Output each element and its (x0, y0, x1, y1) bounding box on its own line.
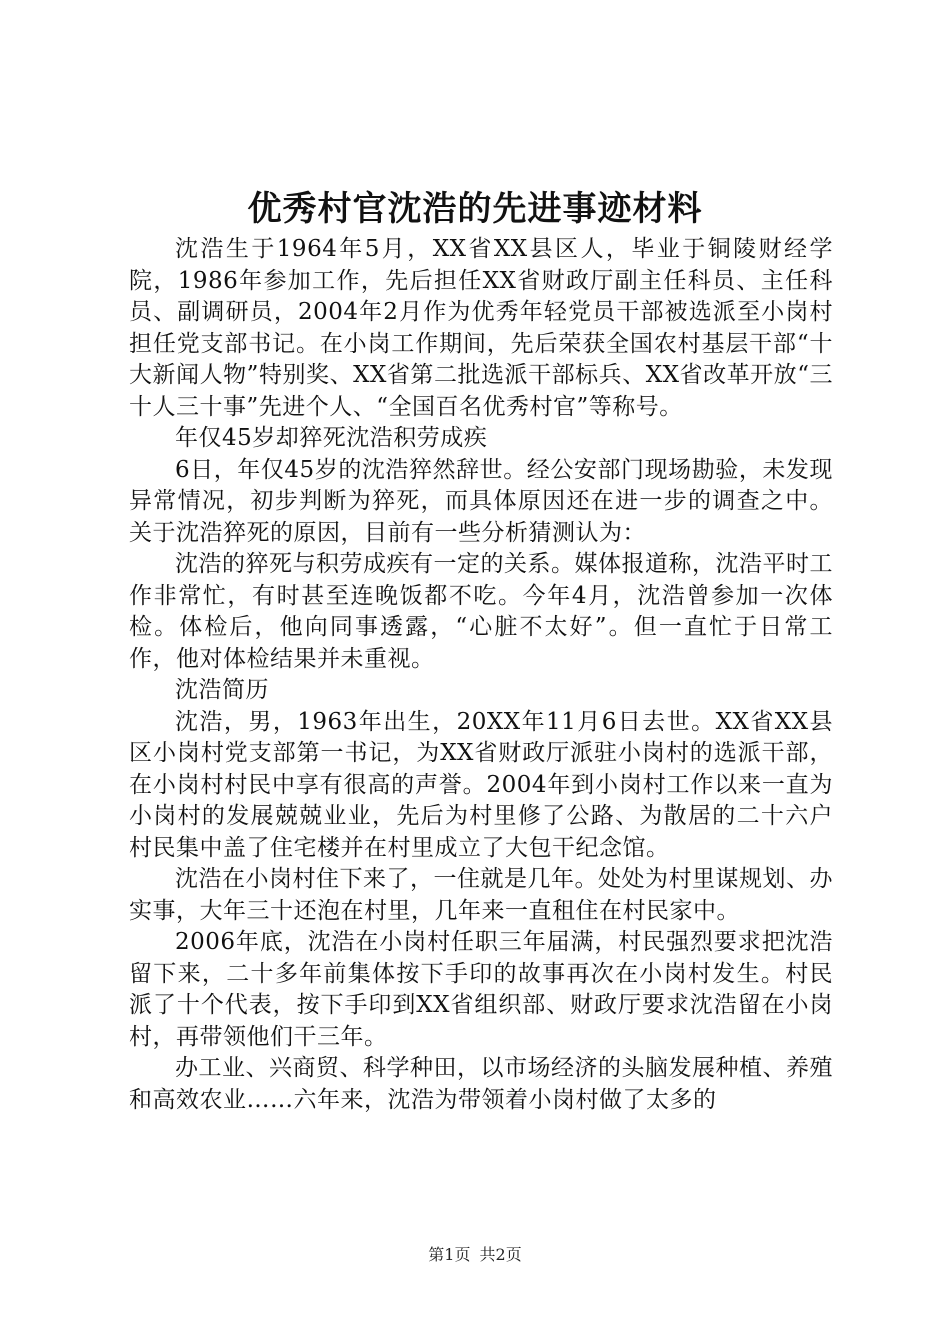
paragraph-stay: 沈浩在小岗村住下来了，一住就是几年。处处为村里谋规划、办实事，大年三十还泡在村里，几年来一直租住在村民家中。 (129, 866, 833, 924)
paragraph-overwork: 沈浩的猝死与积劳成疾有一定的关系。媒体报道称，沈浩平时工作非常忙，有时甚至连晚饭都不吃。今年4月，沈浩曾参加一次体检。体检后，他向同事透露，“心脏不太好”。但一直忙于日常工作，他对体检结果并未重视。 (129, 551, 833, 672)
paragraph-intro: 沈浩生于1964年5月，XX省XX县区人，毕业于铜陵财经学院，1986年参加工作，先后担任XX省财政厅副主任科员、主任科员、副调研员，2004年2月作为优秀年轻党员干部被选派至小岗村担任党支部书记。在小岗工作期间，先后荣获全国农村基层干部“十大新闻人物”特别奖、XX省第二批选派干部标兵、XX省改革开放“三十人三十事”先进个人、“全国百名优秀村官”等称号。 (129, 236, 833, 420)
paragraph-resume: 沈浩，男，1963年出生，20XX年11月6日去世。XX省XX县区小岗村党支部第一书记，为XX省财政厅派驻小岗村的选派干部，在小岗村村民中享有很高的声誉。2004年到小岗村工作以来一直为小岗村的发展兢兢业业，先后为村里修了公路、为散居的二十六户村民集中盖了住宅楼并在村里成立了大包干纪念馆。 (129, 708, 833, 861)
paragraph-death: 6日，年仅45岁的沈浩猝然辞世。经公安部门现场勘验，未发现异常情况，初步判断为猝死，而具体原因还在进一步的调查之中。关于沈浩猝死的原因，目前有一些分析猜测认为： (129, 456, 833, 546)
paragraph-villagers: 2006年底，沈浩在小岗村任职三年届满，村民强烈要求把沈浩留下来，二十多年前集体按下手印的故事再次在小岗村发生。村民派了十个代表，按下手印到XX省组织部、财政厅要求沈浩留在小岗村，再带领他们干三年。 (129, 929, 833, 1050)
page-total: 共2页 (479, 1245, 522, 1264)
document-title: 优秀村官沈浩的先进事迹材料 (247, 189, 703, 229)
document-body (129, 234, 833, 1116)
paragraph-development: 办工业、兴商贸、科学种田，以市场经济的头脑发展种植、养殖和高效农业……六年来，沈浩为带领着小岗村做了太多的 (129, 1055, 833, 1113)
page-number: 第1页 (428, 1245, 471, 1264)
section-heading-death: 年仅45岁却猝死沈浩积劳成疾 (175, 425, 488, 451)
page-footer (0, 1243, 950, 1267)
section-heading-resume: 沈浩简历 (175, 677, 269, 703)
